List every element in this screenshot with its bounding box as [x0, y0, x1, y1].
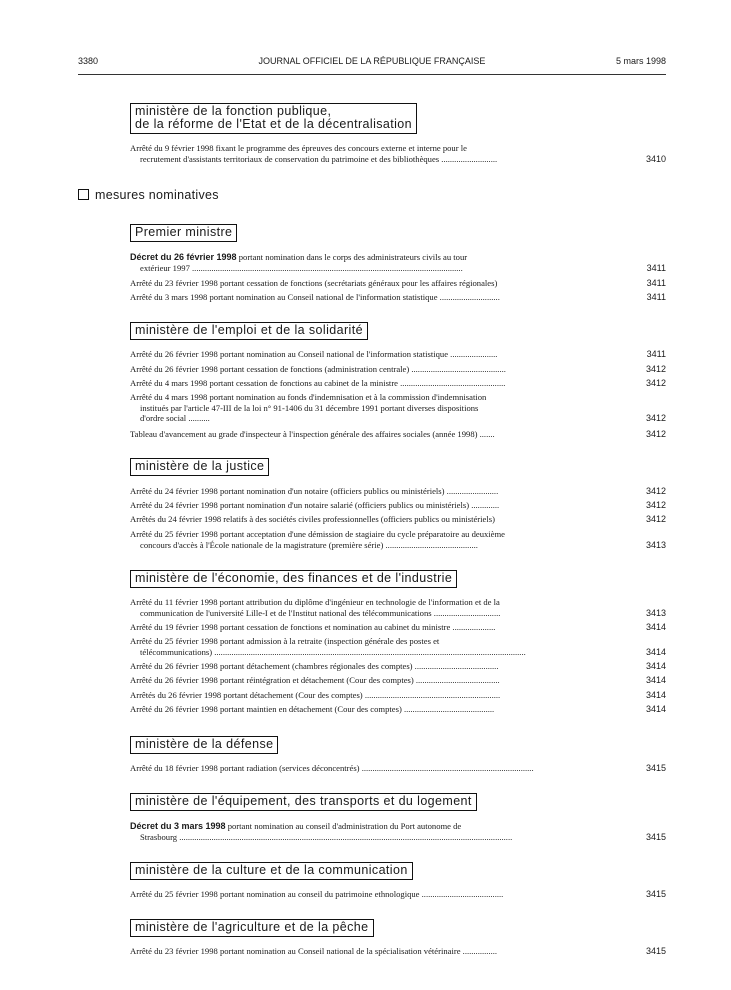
entry-line: Arrêté du 23 février 1998 portant nomination au Conseil national de la spécialisation vétérinaire ................: [130, 946, 498, 956]
entry-page: 3412: [645, 486, 666, 496]
section-title: ministère de la défense: [135, 737, 274, 751]
entry-line: Arrêté du 24 février 1998 portant nomination d'un notaire salarié (officiers publics ou ministériels) .............: [130, 500, 500, 510]
entry-line: Arrêté du 18 février 1998 portant radiation (services déconcentrés) ................................................................................: [130, 763, 534, 773]
section-title: ministère de l'emploi et de la solidarité: [135, 323, 363, 337]
entry-line: Tableau d'avancement au grade d'inspecteur à l'inspection générale des affaires sociales (année 1998) .......: [130, 429, 495, 439]
entry-page: 3411: [646, 262, 666, 273]
entry-line: Décret du 3 mars 1998 portant nomination au conseil d'administration du Port autonome de: [130, 821, 462, 831]
section-title: ministère de l'économie, des finances et de l'industrie: [135, 571, 453, 585]
entry-page: 3414: [645, 661, 666, 671]
entry-line: Arrêté du 25 février 1998 portant acceptation d'une démission de stagiaire du cycle préparatoire au deuxième: [130, 529, 505, 539]
section-economie: [130, 570, 457, 588]
entry-line: Arrêté du 26 février 1998 portant réintégration et détachement (Cour des comptes) .......................................: [130, 675, 500, 685]
page-number: 3380: [78, 56, 99, 66]
entry-ec2[interactable]: [130, 622, 666, 633]
entry-line: Arrêtés du 24 février 1998 relatifs à des sociétés civiles professionnelles (officiers publics ou ministériels): [130, 514, 495, 524]
entry-line: télécommunications) .................................................................................................................................................: [140, 646, 526, 657]
entry-ju4[interactable]: [130, 529, 666, 550]
entry-em4[interactable]: [130, 392, 666, 424]
entry-page: 3411: [646, 349, 666, 359]
section-agriculture: [130, 919, 374, 937]
header-rule: [78, 74, 666, 75]
section-mesures-nominatives: [78, 188, 219, 202]
entry-pm1[interactable]: [130, 252, 666, 273]
section-defense: [130, 736, 278, 754]
entry-cu1[interactable]: [130, 889, 666, 900]
entry-page: 3414: [645, 622, 666, 632]
entry-pm2[interactable]: [130, 278, 666, 289]
entry-line: d'ordre social ..........: [140, 413, 210, 423]
entry-line: Arrêté du 4 mars 1998 portant nomination au fonds d'indemnisation et à la commission d'indemnisation: [130, 392, 487, 402]
entry-de1[interactable]: [130, 763, 666, 774]
section-title: Premier ministre: [135, 225, 233, 239]
entry-line: communication de l'université Lille-I et de l'Institut national des télécommunications ...............................: [140, 607, 501, 618]
entry-page: 3412: [645, 364, 666, 374]
entry-page: 3415: [645, 831, 666, 842]
section-premier-ministre: [130, 224, 237, 242]
entry-page: 3412: [645, 413, 666, 423]
issue-date: 5 mars 1998: [615, 56, 666, 66]
entry-page: 3413: [645, 607, 666, 618]
section-equipement: [130, 793, 477, 811]
entry-page: 3412: [645, 378, 666, 388]
entry-line: Arrêté du 25 février 1998 portant nomination au conseil du patrimoine ethnologique ......................................: [130, 889, 504, 899]
entry-line: recrutement d'assistants territoriaux de conservation du patrimoine et des bibliothèques ..........................: [140, 153, 498, 164]
entry-line: extérieur 1997 ..............................................................................................................................: [140, 262, 463, 273]
entry-ag1[interactable]: [130, 946, 666, 957]
section-emploi-solidarite: [130, 322, 368, 340]
entry-eq1[interactable]: [130, 821, 666, 842]
section-title: ministère de la culture et de la communication: [135, 863, 408, 877]
checkbox-square-icon: [78, 189, 89, 200]
entry-page: 3415: [645, 946, 666, 956]
entry-ju2[interactable]: [130, 500, 666, 511]
section-title: ministère de la justice: [135, 459, 265, 473]
entry-ju3[interactable]: [130, 514, 666, 525]
entry-line: Arrêté du 4 mars 1998 portant cessation de fonctions au cabinet de la ministre .................................................: [130, 378, 506, 388]
entry-em5[interactable]: [130, 429, 666, 440]
entry-em2[interactable]: [130, 364, 666, 375]
entry-line: Arrêté du 23 février 1998 portant cessation de fonctions (secrétariats généraux pour les affaires régionales): [130, 278, 498, 288]
entry-page: 3414: [645, 646, 666, 657]
entry-fp1[interactable]: [130, 143, 666, 164]
entry-page: 3411: [646, 278, 666, 288]
entry-ec7[interactable]: [130, 704, 666, 715]
entry-line: Décret du 26 février 1998 portant nomination dans le corps des administrateurs civils au tour: [130, 252, 468, 262]
entry-ec4[interactable]: [130, 661, 666, 672]
entry-ec1[interactable]: [130, 597, 666, 618]
entry-ec3[interactable]: [130, 636, 666, 657]
entry-line: Arrêté du 11 février 1998 portant attribution du diplôme d'ingénieur en technologie de l'information et de la: [130, 597, 500, 607]
entry-page: 3412: [645, 514, 666, 524]
entry-page: 3415: [645, 889, 666, 899]
section-title: ministère de l'équipement, des transports et du logement: [135, 794, 472, 808]
entry-page: 3410: [645, 153, 666, 164]
entry-page: 3414: [645, 690, 666, 700]
entry-page: 3414: [645, 675, 666, 685]
entry-line: Arrêté du 3 mars 1998 portant nomination au Conseil national de l'information statistique ............................: [130, 292, 500, 302]
entry-line: concours d'accès à l'École nationale de la magistrature (première série) ...........................................: [140, 539, 478, 550]
entry-page: 3413: [645, 539, 666, 550]
entry-page: 3412: [645, 500, 666, 510]
section-culture: [130, 862, 413, 880]
entry-line: Arrêté du 26 février 1998 portant nomination au Conseil national de l'information statistique ......................: [130, 349, 498, 359]
entry-line: Arrêté du 9 février 1998 fixant le programme des épreuves des concours externe et interne pour le: [130, 143, 467, 153]
entry-line: Arrêté du 26 février 1998 portant cessation de fonctions (administration centrale) ............................................: [130, 364, 506, 374]
entry-line: Arrêté du 26 février 1998 portant détachement (chambres régionales des comptes) .......................................: [130, 661, 499, 671]
entry-pm3[interactable]: [130, 292, 666, 303]
section-title-line-1: ministère de la fonction publique,: [135, 104, 332, 118]
journal-title: JOURNAL OFFICIEL DE LA RÉPUBLIQUE FRANÇAISE: [258, 56, 486, 66]
section-label: mesures nominatives: [95, 188, 219, 202]
entry-line: Arrêté du 26 février 1998 portant maintien en détachement (Cour des comptes) ..........................................: [130, 704, 495, 714]
entry-ec5[interactable]: [130, 675, 666, 686]
entry-ju1[interactable]: [130, 486, 666, 497]
entry-line: Strasbourg ...........................................................................................................................................................: [140, 831, 513, 842]
section-title: ministère de l'agriculture et de la pêche: [135, 920, 369, 934]
entry-line: institués par l'article 47-III de la loi n° 91-1406 du 31 décembre 1991 portant diverses dispositions: [140, 402, 479, 413]
section-fonction-publique: [130, 103, 417, 134]
entry-line: Arrêté du 24 février 1998 portant nomination d'un notaire (officiers publics ou ministériels) ........................: [130, 486, 499, 496]
section-justice: [130, 458, 269, 476]
entry-line: Arrêté du 19 février 1998 portant cessation de fonctions et nomination au cabinet du ministre ....................: [130, 622, 496, 632]
entry-line: Arrêté du 25 février 1998 portant admission à la retraite (inspection générale des postes et: [130, 636, 440, 646]
page-header: [78, 56, 666, 70]
entry-em3[interactable]: [130, 378, 666, 389]
section-title-line-2: de la réforme de l'Etat et de la décentralisation: [135, 117, 412, 131]
entry-page: 3415: [645, 763, 666, 773]
entry-page: 3412: [645, 429, 666, 439]
entry-em1[interactable]: [130, 349, 666, 360]
entry-page: 3411: [646, 292, 666, 302]
entry-ec6[interactable]: [130, 690, 666, 701]
entry-page: 3414: [645, 704, 666, 714]
entry-line: Arrêtés du 26 février 1998 portant détachement (Cour des comptes) ...............................................................: [130, 690, 501, 700]
